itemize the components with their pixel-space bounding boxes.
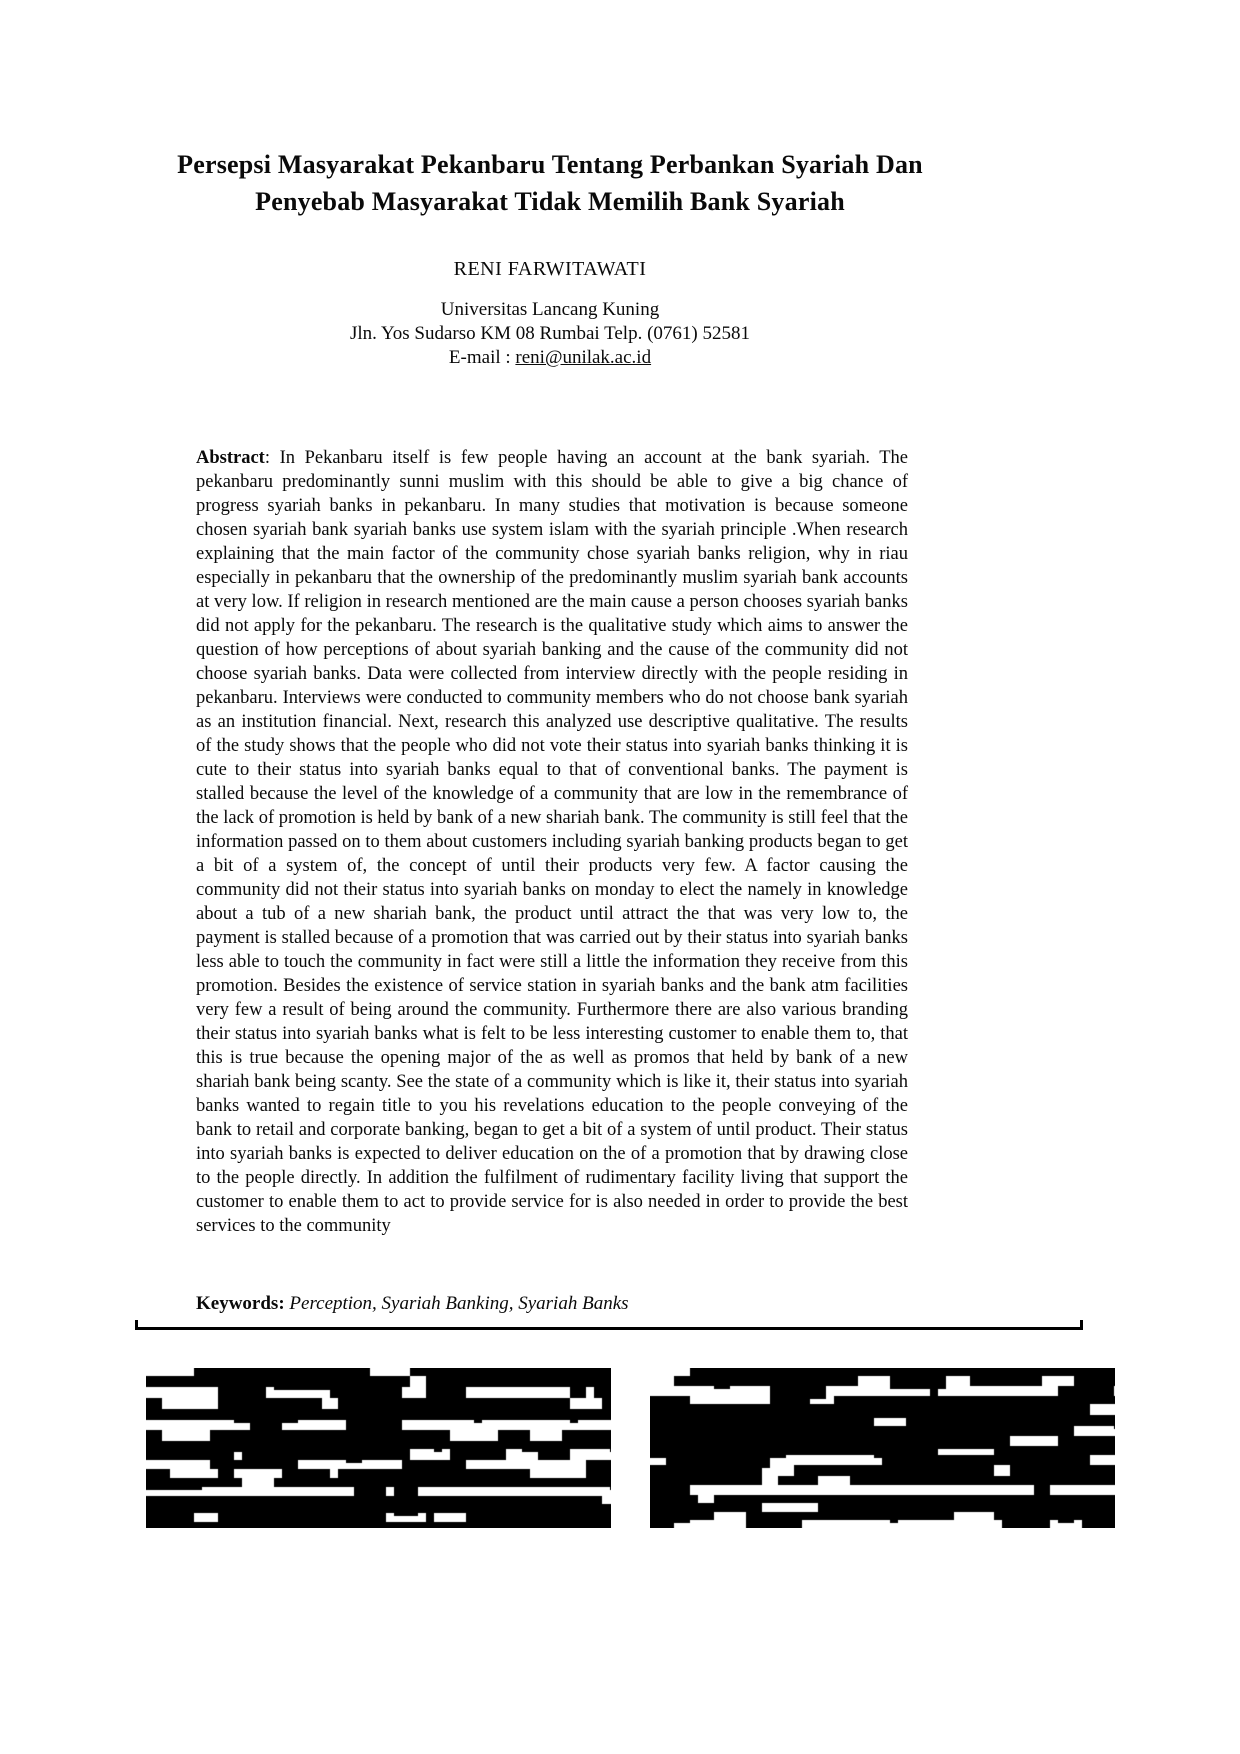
affiliation-block: [170, 298, 930, 370]
email-link[interactable]: reni@unilak.ac.id: [515, 347, 652, 368]
affiliation-university: Universitas Lancang Kuning: [440, 299, 660, 320]
rule-left-tick: [135, 1320, 138, 1328]
abstract-label: Abstract: [196, 448, 265, 468]
rule-right-tick: [1080, 1320, 1083, 1328]
section-divider-rule: [135, 1327, 1083, 1330]
affiliation-address: Jln. Yos Sudarso KM 08 Rumbai Telp. (0761) 52581: [350, 323, 750, 344]
paper-title: [170, 146, 930, 220]
paper-title-line-2: Penyebab Masyarakat Tidak Memilih Bank Syariah: [255, 187, 845, 216]
body-text-image-right-column: [650, 1368, 1115, 1528]
keywords-text: Perception, Syariah Banking, Syariah Banks: [284, 1293, 629, 1314]
email-label: E-mail :: [448, 347, 516, 368]
paper-title-line-1: Persepsi Masyarakat Pekanbaru Tentang Perbankan Syariah Dan: [177, 150, 923, 179]
email-line: [170, 346, 930, 370]
keywords-label: Keywords:: [196, 1293, 285, 1314]
paper-header: [170, 146, 930, 370]
author-name: RENI FARWITAWATI: [453, 258, 647, 280]
abstract-text: : In Pekanbaru itself is few people having an account at the bank syariah. The pekanbaru predominantly sunni muslim with this should be able to give a big chance of progress syariah banks in pekanbaru. In many studies that motivation is because someone chosen syariah bank syariah banks use system islam with the syariah principle .When research explaining that the main factor of the community chose syariah banks religion, why in riau especially in pekanbaru that the ownership of the predominantly muslim syariah bank accounts at very low. If religion in research mentioned are the main cause a person chooses syariah banks did not apply for the pekanbaru. The research is the qualitative study which aims to answer the question of how perceptions of about syariah banking and the cause of the community did not choose syariah banks. Data were collected from interview directly with the people residing in pekanbaru. Interviews were conducted to community members who do not choose bank syariah as an institution financial. Next, research this analyzed use descriptive qualitative. The results of the study shows that the people who did not vote their status into syariah banks thinking it is cute to their status into syariah banks equal to that of conventional banks. The payment is stalled because the level of the knowledge of a community that are low in the remembrance of the lack of promotion is held by bank of a new shariah bank. The community is still feel that the information passed on to them about customers including syariah banking products began to get a bit of a system of, the concept of until their products very few. A factor causing the community did not their status into syariah banks on monday to elect the namely in knowledge about a tub of a new shariah bank, the product until attract the that was very low to, the payment is stalled because of a promotion that was carried out by their status into syariah banks less able to touch the community in fact were still a little the information they receive from this promotion. Besides the existence of service station in syariah banks and the bank atm facilities very few a result of being around the community. Furthermore there are also various branding their status into syariah banks what is felt to be less interesting customer to enable them to, that this is true because the opening major of the as well as promos that held by bank of a new shariah bank being scanty. See the state of a community which is like it, their status into syariah banks wanted to regain title to you his revelations education to the people conveying of the bank to retail and corporate banking, began to get a bit of a system of until product. Their status into syariah banks is expected to deliver education on the of a promotion that by drawing close to the people directly. In addition the fulfilment of rudimentary facility living that support the customer to enable them to act to provide service for is also needed in order to provide the best services to the community: [196, 448, 908, 1236]
body-text-image-left-column: [146, 1368, 611, 1528]
keywords-line: [196, 1292, 908, 1316]
abstract-paragraph: [196, 446, 908, 1238]
